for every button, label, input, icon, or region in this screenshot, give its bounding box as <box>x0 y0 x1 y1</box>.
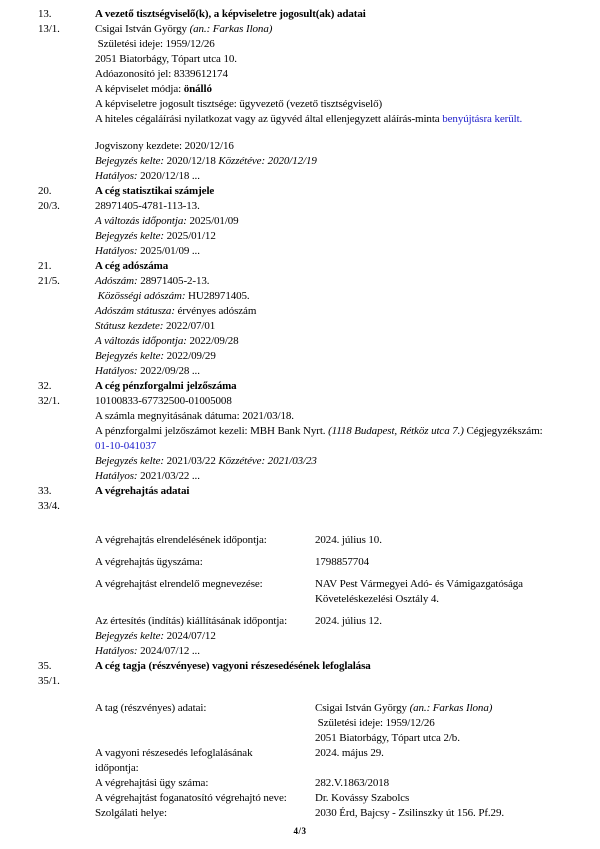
label-line <box>95 806 315 821</box>
text-run: 2024. május 29. <box>315 747 384 759</box>
doc-line <box>0 424 600 439</box>
link-benyujtasra-kerult[interactable]: benyújtásra került. <box>442 113 523 125</box>
link-cegjegyzekszam[interactable]: 01-10-041037 <box>95 440 157 452</box>
item-number: 35/1. <box>38 675 60 687</box>
text-run: A változás időpontja: <box>95 215 187 227</box>
text-run: Jogviszony kezdete: 2020/12/16 <box>95 140 234 152</box>
text-run: Adószám státusza: <box>95 305 175 317</box>
label-line <box>95 776 315 791</box>
row-value <box>315 614 382 629</box>
section-33-heading <box>0 484 600 499</box>
label-line <box>95 577 315 592</box>
row-value <box>315 746 384 761</box>
text-run: Követeléskezelési Osztály 4. <box>315 593 439 605</box>
text-run: A végrehajtást elrendelő megnevezése: <box>95 578 263 590</box>
row-value <box>315 806 504 821</box>
text-run: 282.V.1863/2018 <box>315 777 390 789</box>
label-line <box>95 701 315 716</box>
text-run: időpontja: <box>95 762 139 774</box>
text-run: A pénzforgalmi jelzőszámot kezeli: MBH Bank Nyrt. <box>95 425 329 437</box>
doc-line <box>0 334 600 349</box>
text-run: Bejegyzés kelte: <box>95 155 164 167</box>
text-run: 1798857704 <box>315 556 370 568</box>
row-label <box>95 555 315 570</box>
row-value <box>315 701 492 746</box>
text-run: 2024. július 10. <box>315 534 382 546</box>
text-run: Dr. Kovássy Szabolcs <box>315 792 410 804</box>
text-run: A változás időpontja: <box>95 335 187 347</box>
doc-line <box>0 349 600 364</box>
doc-line <box>0 97 600 112</box>
value-line <box>315 577 523 592</box>
text-run: 2024. július 12. <box>315 615 382 627</box>
item-number: 21. <box>38 260 52 272</box>
text-run: Közösségi adószám: <box>95 290 186 302</box>
blank-line <box>0 514 600 526</box>
text-run: NAV Pest Vármegyei Adó- és Vámigazgatósága <box>315 578 523 590</box>
text-run: Hatályos: <box>95 170 138 182</box>
doc-line <box>0 52 600 67</box>
doc-line <box>0 244 600 259</box>
row-label <box>95 701 315 716</box>
text-run: Adószám: <box>95 275 138 287</box>
row-value <box>315 577 523 607</box>
text-run: 2025/01/09 ... <box>137 245 200 257</box>
row-vegrehajto-neve <box>0 791 600 806</box>
label-line <box>95 533 315 548</box>
text-run: 2051 Biatorbágy, Tópart utca 10. <box>95 53 237 65</box>
value-line <box>315 716 492 731</box>
doc-line <box>0 304 600 319</box>
row-label <box>95 577 315 592</box>
doc-line <box>0 82 600 97</box>
value-line <box>315 791 409 806</box>
text-run: Közzétéve: 2020/12/19 <box>218 155 317 167</box>
text-run: A végrehajtást foganatosító végrehajtó neve: <box>95 792 287 804</box>
text-run: önálló <box>183 83 212 95</box>
value-line <box>315 555 369 570</box>
row-szolgalati-helye <box>0 806 600 821</box>
doc-line <box>0 409 600 424</box>
text-run: 2021/03/22 ... <box>137 470 200 482</box>
item-number: 21/5. <box>38 275 60 287</box>
section-13-heading <box>0 7 600 22</box>
text-run: A képviselet módja: <box>95 83 184 95</box>
item-number: 33. <box>38 485 52 497</box>
text-run: A vezető tisztségviselő(k), a képviseletre jogosult(ak) adatai <box>95 8 366 20</box>
doc-line <box>0 644 600 659</box>
text-run: Az értesítés (indítás) kiállításának időpontja: <box>95 615 288 627</box>
text-run: (1118 Budapest, Rétköz utca 7.) <box>328 425 464 437</box>
text-run: A cég tagja (részvényese) vagyoni részesedésének lefoglalása <box>95 660 371 672</box>
section-21-heading <box>0 259 600 274</box>
text-run: 2020/12/18 ... <box>137 170 200 182</box>
label-line <box>95 555 315 570</box>
row-label <box>95 776 315 791</box>
text-run: HU28971405. <box>185 290 250 302</box>
item-number: 32. <box>38 380 52 392</box>
item-number: 35. <box>38 660 52 672</box>
doc-line <box>0 229 600 244</box>
text-run: A hiteles cégaláírási nyilatkozat vagy az ügyvéd által ellenjegyzett aláírás-minta <box>95 113 443 125</box>
doc-line <box>0 199 600 214</box>
text-run: A képviseletre jogosult tisztsége: ügyvezető (vezető tisztségviselő) <box>95 98 383 110</box>
text-run: Közzétéve: 2021/03/23 <box>218 455 317 467</box>
text-run: Bejegyzés kelte: <box>95 230 164 242</box>
doc-line <box>0 214 600 229</box>
item-number: 13. <box>38 8 52 20</box>
row-value <box>315 776 389 791</box>
doc-line <box>0 499 600 514</box>
doc-line <box>0 439 600 454</box>
text-run: Hatályos: <box>95 245 138 257</box>
text-run: érvényes adószám <box>174 305 257 317</box>
doc-line <box>0 67 600 82</box>
row-value <box>315 533 382 548</box>
value-line <box>315 701 492 716</box>
doc-line <box>0 629 600 644</box>
text-run: Csigai István György <box>315 702 410 714</box>
text-run: Születési ideje: 1959/12/26 <box>95 38 215 50</box>
text-run: A cég pénzforgalmi jelzőszáma <box>95 380 237 392</box>
text-run: 2024/07/12 <box>163 630 216 642</box>
value-line <box>315 592 523 607</box>
text-run: A számla megnyitásának dátuma: 2021/03/18. <box>95 410 294 422</box>
text-run: A végrehajtás adatai <box>95 485 190 497</box>
doc-line <box>0 674 600 689</box>
row-vegrehajtas-ugyszama <box>0 555 600 570</box>
text-run: Adóazonosító jel: 8339612174 <box>95 68 228 80</box>
doc-line <box>0 112 600 127</box>
text-run: 2022/09/28 ... <box>137 365 200 377</box>
item-number: 20. <box>38 185 52 197</box>
row-vegrehajtas-elrendelesenek-idopontja <box>0 533 600 548</box>
section-20-heading <box>0 184 600 199</box>
doc-line <box>0 289 600 304</box>
doc-line <box>0 154 600 169</box>
row-vagyoni-reszesedes-lefoglalasa <box>0 746 600 776</box>
doc-line <box>0 319 600 334</box>
text-run: 2024/07/12 ... <box>137 645 200 657</box>
row-value <box>315 555 369 570</box>
text-run: 2022/07/01 <box>163 320 216 332</box>
text-run: (an.: Farkas Ilona) <box>189 23 273 35</box>
value-line <box>315 746 384 761</box>
doc-line <box>0 394 600 409</box>
text-run: A végrehajtás elrendelésének időpontja: <box>95 534 267 546</box>
text-run: 2022/09/29 <box>163 350 216 362</box>
text-run: 2020/12/18 <box>163 155 219 167</box>
text-run: 2051 Biatorbágy, Tópart utca 2/b. <box>315 732 460 744</box>
row-label <box>95 614 315 629</box>
row-vegrehajtasi-ugy-szama <box>0 776 600 791</box>
value-line <box>315 533 382 548</box>
document-body <box>0 7 600 821</box>
label-line <box>95 614 315 629</box>
text-run: 28971405-2-13. <box>137 275 210 287</box>
text-run: 10100833-67732500-01005008 <box>95 395 232 407</box>
item-number: 20/3. <box>38 200 60 212</box>
text-run: Hatályos: <box>95 645 138 657</box>
text-run: Hatályos: <box>95 470 138 482</box>
text-run: 2030 Érd, Bajcsy - Zsilinszky út 156. Pf.29. <box>315 807 505 819</box>
row-label <box>95 746 315 776</box>
text-run: A cég adószáma <box>95 260 169 272</box>
text-run: A cég statisztikai számjele <box>95 185 215 197</box>
doc-line <box>0 139 600 154</box>
row-vegrehajtast-elrendelo <box>0 577 600 607</box>
item-number: 13/1. <box>38 23 60 35</box>
blank-line <box>0 689 600 701</box>
text-run: Szolgálati helye: <box>95 807 167 819</box>
text-run: 2022/09/28 <box>186 335 239 347</box>
section-32-heading <box>0 379 600 394</box>
text-run: Születési ideje: 1959/12/26 <box>315 717 435 729</box>
text-run: A tag (részvényes) adatai: <box>95 702 207 714</box>
text-run: Hatályos: <box>95 365 138 377</box>
text-run: 2025/01/12 <box>163 230 216 242</box>
text-run: Cégjegyzékszám: <box>463 425 543 437</box>
doc-line <box>0 364 600 379</box>
doc-line <box>0 37 600 52</box>
text-run: Csigai István György <box>95 23 190 35</box>
text-run: A vagyoni részesedés lefoglalásának <box>95 747 253 759</box>
section-35-heading <box>0 659 600 674</box>
doc-line <box>0 22 600 37</box>
text-run: 2025/01/09 <box>186 215 239 227</box>
label-line <box>95 746 315 761</box>
text-run: 28971405-4781-113-13. <box>95 200 200 212</box>
text-run: Bejegyzés kelte: <box>95 350 164 362</box>
label-line <box>95 791 315 806</box>
text-run: Bejegyzés kelte: <box>95 455 164 467</box>
value-line <box>315 731 492 746</box>
item-number: 33/4. <box>38 500 60 512</box>
value-line <box>315 614 382 629</box>
text-run: (an.: Farkas Ilona) <box>409 702 493 714</box>
row-tag-adatai <box>0 701 600 746</box>
doc-line <box>0 169 600 184</box>
item-number: 32/1. <box>38 395 60 407</box>
value-line <box>315 776 389 791</box>
row-label <box>95 791 315 806</box>
row-label <box>95 806 315 821</box>
text-run: A végrehajtási ügy száma: <box>95 777 209 789</box>
blank-line <box>0 127 600 139</box>
row-ertesites-kiallitasanak-idopontja <box>0 614 600 629</box>
doc-line <box>0 469 600 484</box>
text-run: 2021/03/22 <box>163 455 219 467</box>
text-run: Bejegyzés kelte: <box>95 630 164 642</box>
value-line <box>315 806 504 821</box>
row-label <box>95 533 315 548</box>
row-value <box>315 791 409 806</box>
label-line <box>95 761 315 776</box>
doc-line <box>0 454 600 469</box>
text-run: A végrehajtás ügyszáma: <box>95 556 203 568</box>
page-number: 4/3 <box>293 826 307 836</box>
doc-line <box>0 274 600 289</box>
text-run: Státusz kezdete: <box>95 320 164 332</box>
